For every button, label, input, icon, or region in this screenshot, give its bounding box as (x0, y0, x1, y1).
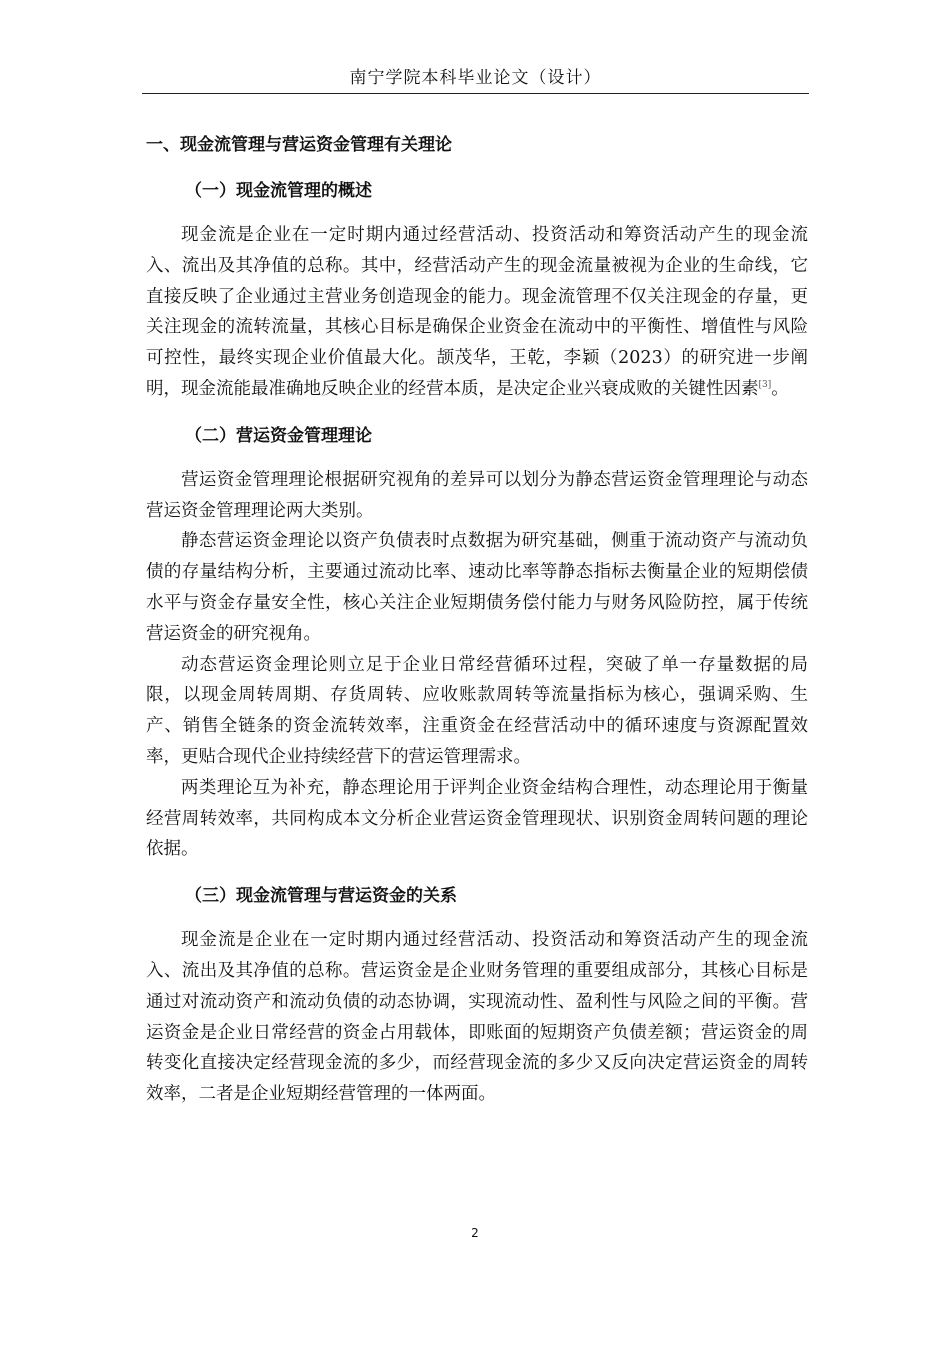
subsection-heading-2: （二）营运资金管理理论 (185, 425, 372, 446)
paragraph-text: 现金流是企业在一定时期内通过经营活动、投资活动和筹资活动产生的现金流入、流出及其净值的总称。其中，经营活动产生的现金流量被视为企业的生命线，它直接反映了企业通过主营业务创造现金的能力。现金流管理不仅关注现金的存量，更关注现金的流转流量，其核心目标是确保企业资金在流动中的平衡性、增值性与风险可控性，最终实现企业价值最大化。颉茂华，王乾，李颖（2023）的研究进一步阐明，现金流能最准确地反映企业的经营本质，是决定企业兴衰成败的关键性因素 (146, 225, 808, 399)
paragraph-static-theory: 静态营运资金理论以资产负债表时点数据为研究基础，侧重于流动资产与流动负债的存量结构分析，主要通过流动比率、速动比率等静态指标去衡量企业的短期偿债水平与资金存量安全性，核心关注企业短期债务偿付能力与财务风险防控，属于传统营运资金的研究视角。 (146, 531, 808, 644)
page-header-title: 南宁学院本科毕业论文（设计） (349, 68, 602, 88)
section-heading: 一、现金流管理与营运资金管理有关理论 (146, 135, 452, 155)
paragraph-cash-flow-overview (146, 220, 808, 405)
document-body (146, 130, 808, 1110)
page-number: 2 (471, 1226, 479, 1240)
subsection-heading-1: （一）现金流管理的概述 (185, 181, 372, 201)
paragraph-dynamic-theory: 动态营运资金理论则立足于企业日常经营循环过程，突破了单一存量数据的局限，以现金周转周期、存货周转、应收账款周转等流量指标为核心，强调采购、生产、销售全链条的资金流转效率，注重资金在经营活动中的循环速度与资源配置效率，更贴合现代企业持续经营下的营运管理需求。 (146, 654, 808, 767)
paragraph-end: 。 (771, 378, 789, 399)
subsection-heading-3: （三）现金流管理与营运资金的关系 (185, 886, 457, 907)
citation-marker[interactable]: [3] (758, 380, 772, 391)
paragraph-theory-complement: 两类理论互为补充，静态理论用于评判企业资金结构合理性，动态理论用于衡量经营周转效率，共同构成本文分析企业营运资金管理现状、识别资金周转问题的理论依据。 (146, 777, 808, 860)
paragraph-working-capital-intro: 营运资金管理理论根据研究视角的差异可以划分为静态营运资金管理理论与动态营运资金管理理论两大类别。 (146, 469, 808, 521)
header-divider (142, 93, 809, 94)
paragraph-relationship: 现金流是企业在一定时期内通过经营活动、投资活动和筹资活动产生的现金流入、流出及其净值的总称。营运资金是企业财务管理的重要组成部分，其核心目标是通过对流动资产和流动负债的动态协调，实现流动性、盈利性与风险之间的平衡。营运资金是企业日常经营的资金占用载体，即账面的短期资产负债差额；营运资金的周转变化直接决定经营现金流的多少，而经营现金流的多少又反向决定营运资金的周转效率，二者是企业短期经营管理的一体两面。 (146, 930, 808, 1105)
